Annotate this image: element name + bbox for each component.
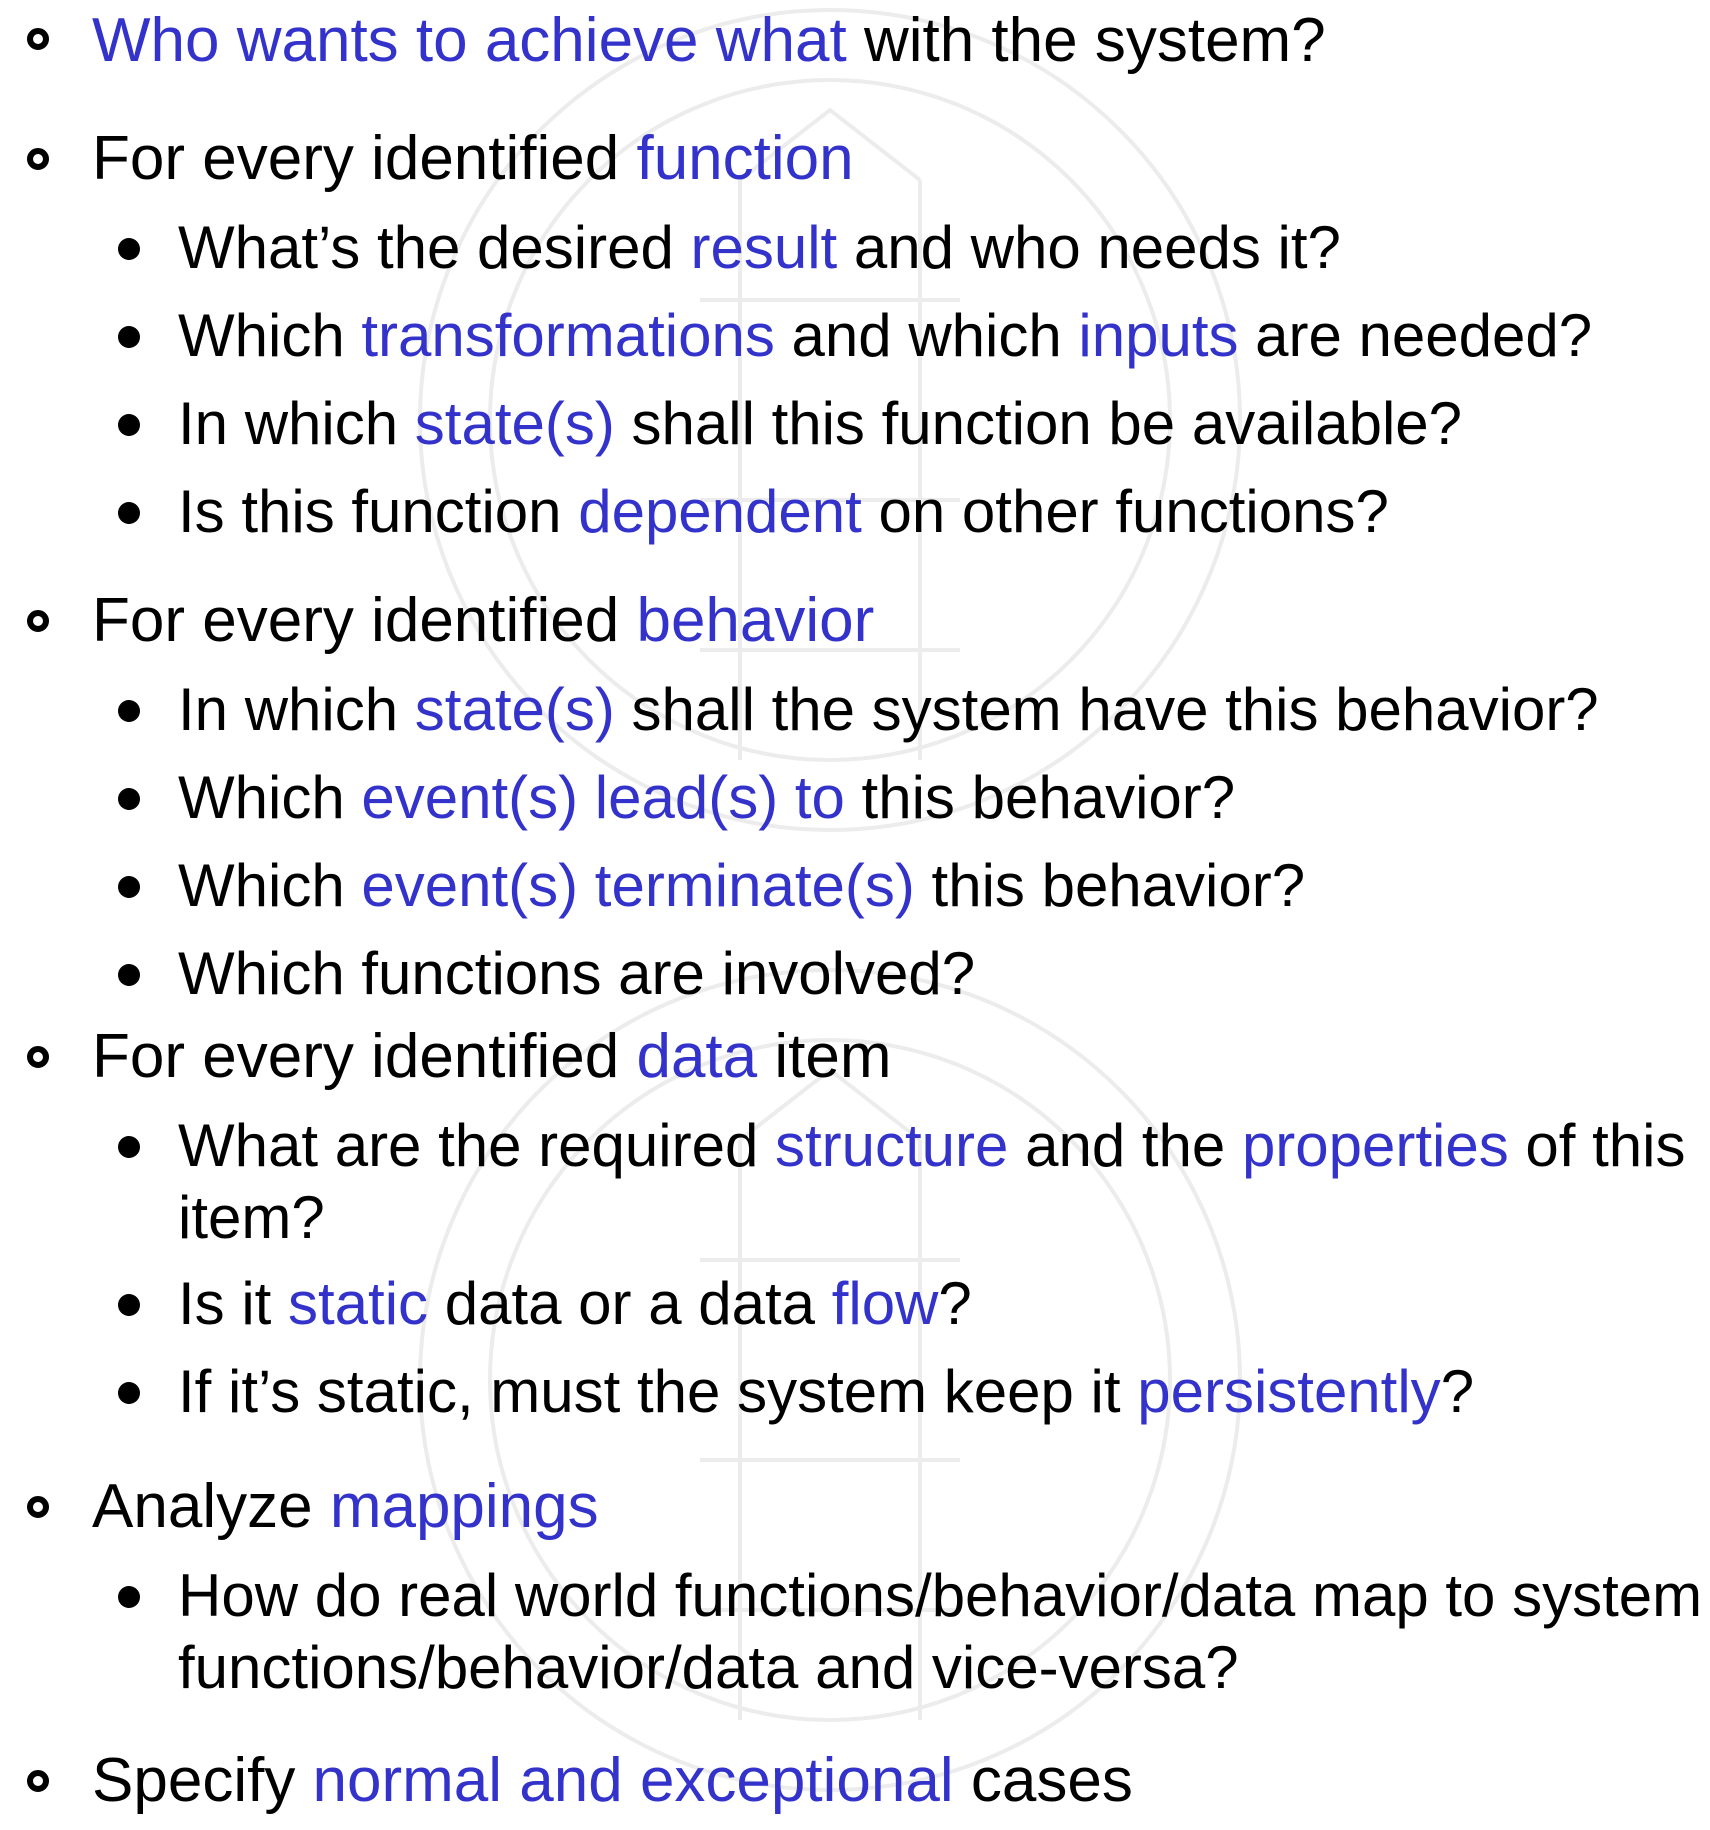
bullet-text: Which	[178, 764, 362, 831]
bullet-text: with the system?	[846, 6, 1326, 75]
filled-circle-bullet-icon	[118, 326, 140, 348]
bullet-text: ?	[1440, 1358, 1475, 1425]
highlight-text: function	[636, 124, 854, 193]
bullet-text: What’s the desired	[178, 214, 691, 281]
bullet-text: ?	[938, 1270, 972, 1337]
sub-bullet	[178, 1562, 1703, 1629]
filled-circle-bullet-icon	[118, 788, 140, 810]
bullet-text: functions/behavior/data and vice-versa?	[178, 1634, 1239, 1701]
highlight-text: dependent	[578, 478, 862, 545]
sub-bullet	[178, 764, 1236, 831]
bullet-text: shall this function be available?	[614, 390, 1463, 457]
bullet-text: Which	[178, 302, 362, 369]
bullet-text: In which	[178, 390, 415, 457]
bullet-text: Specify	[92, 1746, 313, 1815]
sub-bullet	[178, 676, 1599, 743]
hollow-circle-bullet-icon	[27, 610, 49, 632]
sub-bullet	[178, 852, 1306, 919]
bullet-text: of this	[1508, 1112, 1686, 1179]
sub-bullet	[178, 302, 1593, 369]
bullet-text: this behavior?	[914, 852, 1306, 919]
bullet-4	[92, 1022, 892, 1091]
highlight-text: flow	[831, 1270, 939, 1337]
bullet-text: on other functions?	[861, 478, 1389, 545]
bullet-text: are needed?	[1238, 302, 1593, 369]
bullet-text: Is this function	[178, 478, 579, 545]
highlight-text: data	[636, 1022, 758, 1091]
bullet-1	[92, 6, 1326, 75]
highlight-text: properties	[1241, 1112, 1509, 1179]
highlight-text: persistently	[1137, 1358, 1441, 1425]
filled-circle-bullet-icon	[118, 1586, 140, 1608]
filled-circle-bullet-icon	[118, 238, 140, 260]
hollow-circle-bullet-icon	[27, 28, 49, 50]
bullet-text: For every identified	[92, 124, 637, 193]
bullet-text: How do real world functions/behavior/data map to system	[178, 1562, 1703, 1629]
bullet-text: and the	[1008, 1112, 1242, 1179]
bullet-text: In which	[178, 676, 415, 743]
filled-circle-bullet-icon	[118, 1294, 140, 1316]
bullet-5	[92, 1472, 599, 1541]
highlight-text: mappings	[329, 1472, 599, 1541]
bullet-text: If it’s static, must the system keep it	[178, 1358, 1138, 1425]
bullet-text: shall the system have this behavior?	[614, 676, 1599, 743]
sub-bullet	[178, 478, 1389, 545]
sub-bullet	[178, 1358, 1475, 1425]
sub-bullet	[178, 1112, 1686, 1179]
sub-bullet	[178, 214, 1341, 281]
bullet-text: Which functions are involved?	[178, 940, 976, 1007]
hollow-circle-bullet-icon	[27, 1046, 49, 1068]
highlight-text: inputs	[1078, 302, 1239, 369]
filled-circle-bullet-icon	[118, 502, 140, 524]
sub-bullet-continuation	[178, 1634, 1239, 1701]
bullet-text: and which	[774, 302, 1079, 369]
bullet-2	[92, 124, 854, 193]
highlight-text: static	[288, 1270, 429, 1337]
filled-circle-bullet-icon	[118, 414, 140, 436]
bullet-text: Which	[178, 852, 362, 919]
hollow-circle-bullet-icon	[27, 148, 49, 170]
sub-bullet-continuation	[178, 1184, 325, 1251]
highlight-text: transformations	[361, 302, 775, 369]
bullet-text: item	[757, 1022, 892, 1091]
bullet-3	[92, 586, 875, 655]
hollow-circle-bullet-icon	[27, 1496, 49, 1518]
bullet-text: Is it	[178, 1270, 289, 1337]
bullet-text: For every identified	[92, 1022, 637, 1091]
highlight-text: result	[690, 214, 838, 281]
sub-bullet	[178, 940, 976, 1007]
filled-circle-bullet-icon	[118, 964, 140, 986]
bullet-text: item?	[178, 1184, 325, 1251]
highlight-text: state(s)	[414, 390, 615, 457]
sub-bullet	[178, 1270, 972, 1337]
filled-circle-bullet-icon	[118, 1382, 140, 1404]
bullet-text: cases	[953, 1746, 1133, 1815]
highlight-text: event(s) lead(s) to	[361, 764, 845, 831]
sub-bullet	[178, 390, 1463, 457]
highlight-text: Who wants to achieve what	[92, 6, 847, 75]
filled-circle-bullet-icon	[118, 1136, 140, 1158]
bullet-text: What are the required	[178, 1112, 775, 1179]
bullet-text: Analyze	[92, 1472, 330, 1541]
hollow-circle-bullet-icon	[27, 1770, 49, 1792]
highlight-text: behavior	[636, 586, 875, 655]
bullet-text: and who needs it?	[837, 214, 1341, 281]
highlight-text: normal and exceptional	[312, 1746, 954, 1815]
filled-circle-bullet-icon	[118, 700, 140, 722]
bullet-text: this behavior?	[844, 764, 1236, 831]
highlight-text: structure	[774, 1112, 1009, 1179]
highlight-text: state(s)	[414, 676, 615, 743]
filled-circle-bullet-icon	[118, 876, 140, 898]
highlight-text: event(s) terminate(s)	[361, 852, 915, 919]
bullet-text: data or a data	[428, 1270, 832, 1337]
bullet-text: For every identified	[92, 586, 637, 655]
bullet-6	[92, 1746, 1133, 1815]
